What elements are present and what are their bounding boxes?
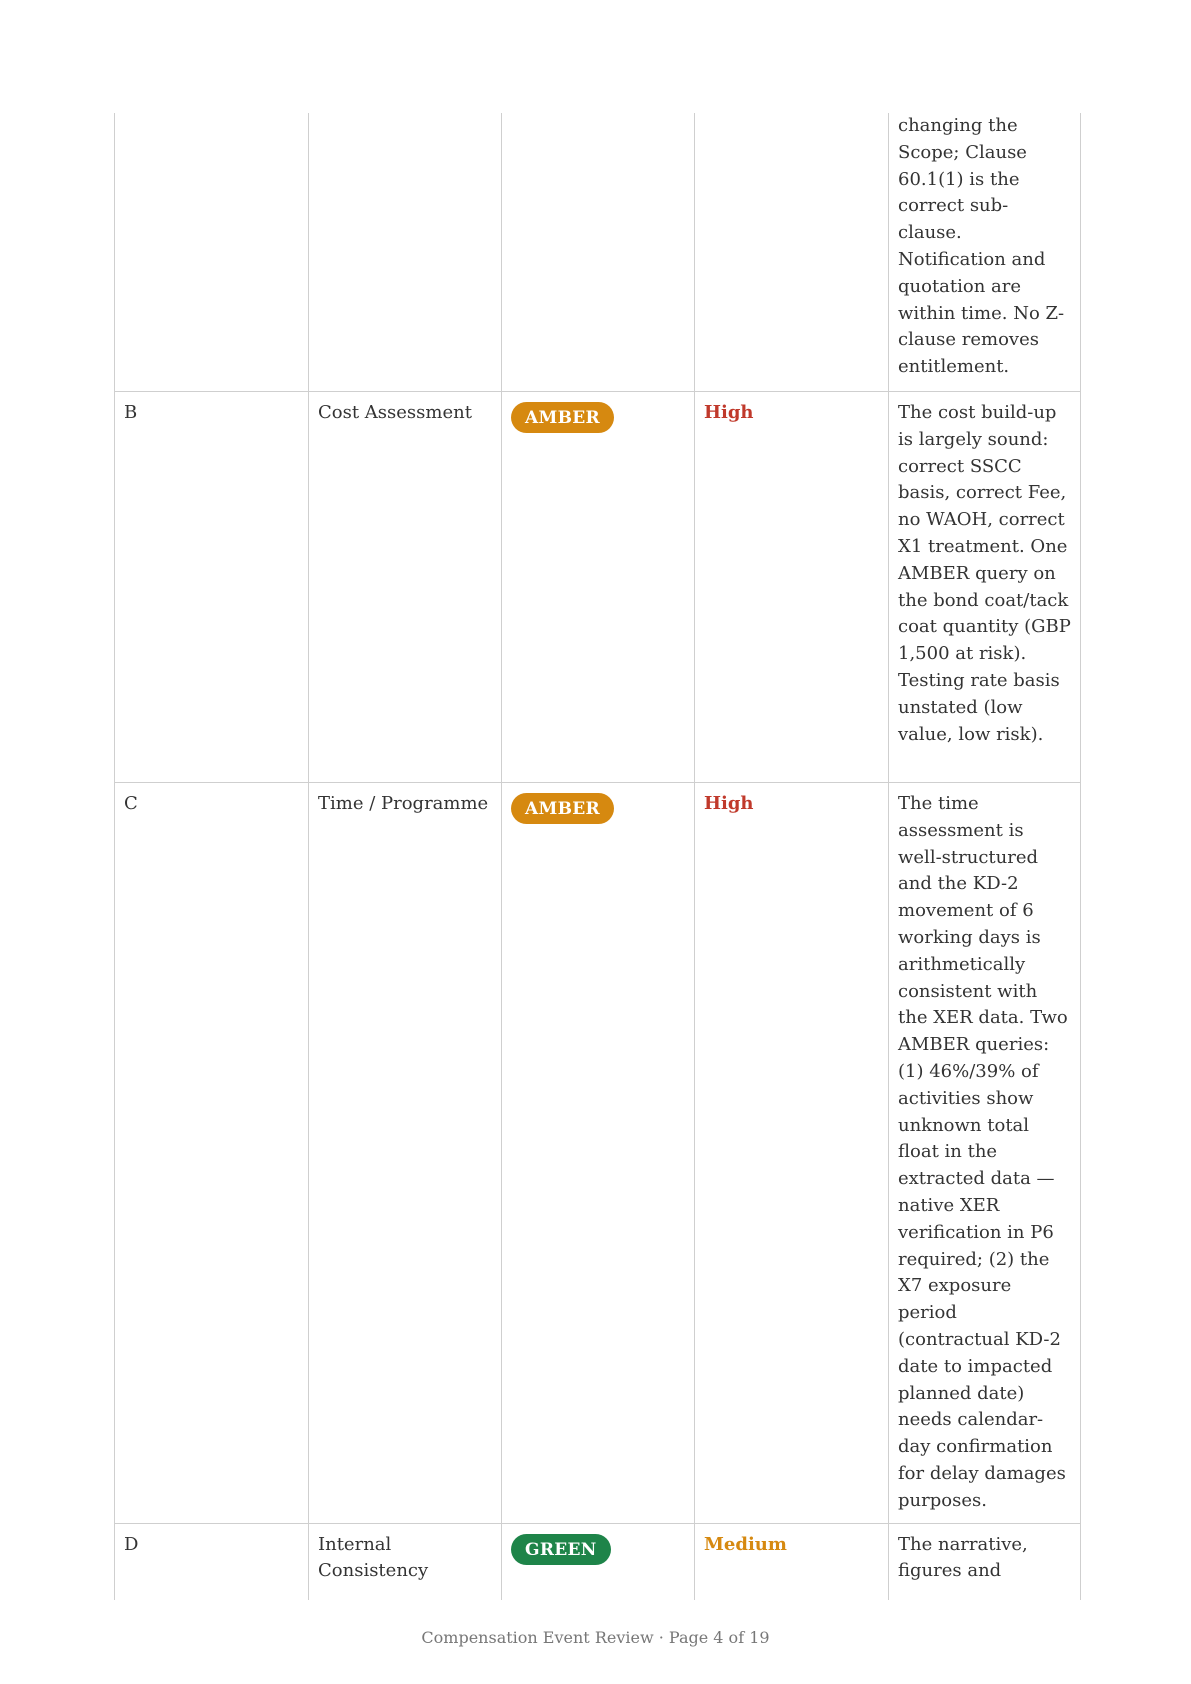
- area-cell: Cost Assessment: [309, 392, 502, 783]
- ref-cell: C: [115, 783, 309, 1524]
- ref-cell: [115, 113, 309, 392]
- risk-cell: [695, 392, 889, 783]
- review-table: [114, 113, 1081, 1600]
- area-cell: Time / Programme: [309, 783, 502, 1524]
- rag-cell: [502, 392, 695, 783]
- rag-cell: [502, 783, 695, 1524]
- rag-badge: AMBER: [511, 793, 614, 824]
- comment-cell: The cost build-up is largely sound: correct SSCC basis, correct Fee, no WAOH, correct X1 treatment. One AMBER query on the bond coat/tack coat quantity (GBP 1,500 at risk). Testing rate basis unstated (low value, low risk).: [889, 392, 1081, 783]
- risk-cell: [695, 1523, 889, 1600]
- risk-label: Medium: [704, 1533, 787, 1555]
- risk-label: High: [704, 402, 754, 423]
- comment-cell: The narrative, figures and: [889, 1523, 1081, 1600]
- table-row: [115, 783, 1081, 1524]
- rag-badge: GREEN: [511, 1534, 611, 1565]
- risk-cell: [695, 113, 889, 392]
- area-cell: Internal Consistency: [309, 1523, 502, 1600]
- rag-cell: [502, 1523, 695, 1600]
- risk-cell: [695, 783, 889, 1524]
- ref-cell: B: [115, 392, 309, 783]
- ref-cell: D: [115, 1523, 309, 1600]
- table-row: [115, 392, 1081, 783]
- rag-badge: AMBER: [511, 402, 614, 433]
- risk-label: High: [704, 793, 754, 814]
- page-footer: Compensation Event Review · Page 4 of 19: [421, 1628, 770, 1647]
- area-cell: [309, 113, 502, 392]
- table-row-continuation: [115, 113, 1081, 392]
- comment-cell: The time assessment is well-structured and the KD-2 movement of 6 working days is arithmetically consistent with the XER data. Two AMBER queries: (1) 46%/39% of activities show unknown total float in the extracted data — native XER verification in P6 required; (2) the X7 exposure period (contractual KD-2 date to impacted planned date) needs calendar-day confirmation for delay damages purposes.: [889, 783, 1081, 1524]
- comment-cell: changing the Scope; Clause 60.1(1) is the correct sub-clause. Notification and quotation are within time. No Z-clause removes entitlement.: [889, 113, 1081, 392]
- rag-cell: [502, 113, 695, 392]
- table-row: [115, 1523, 1081, 1600]
